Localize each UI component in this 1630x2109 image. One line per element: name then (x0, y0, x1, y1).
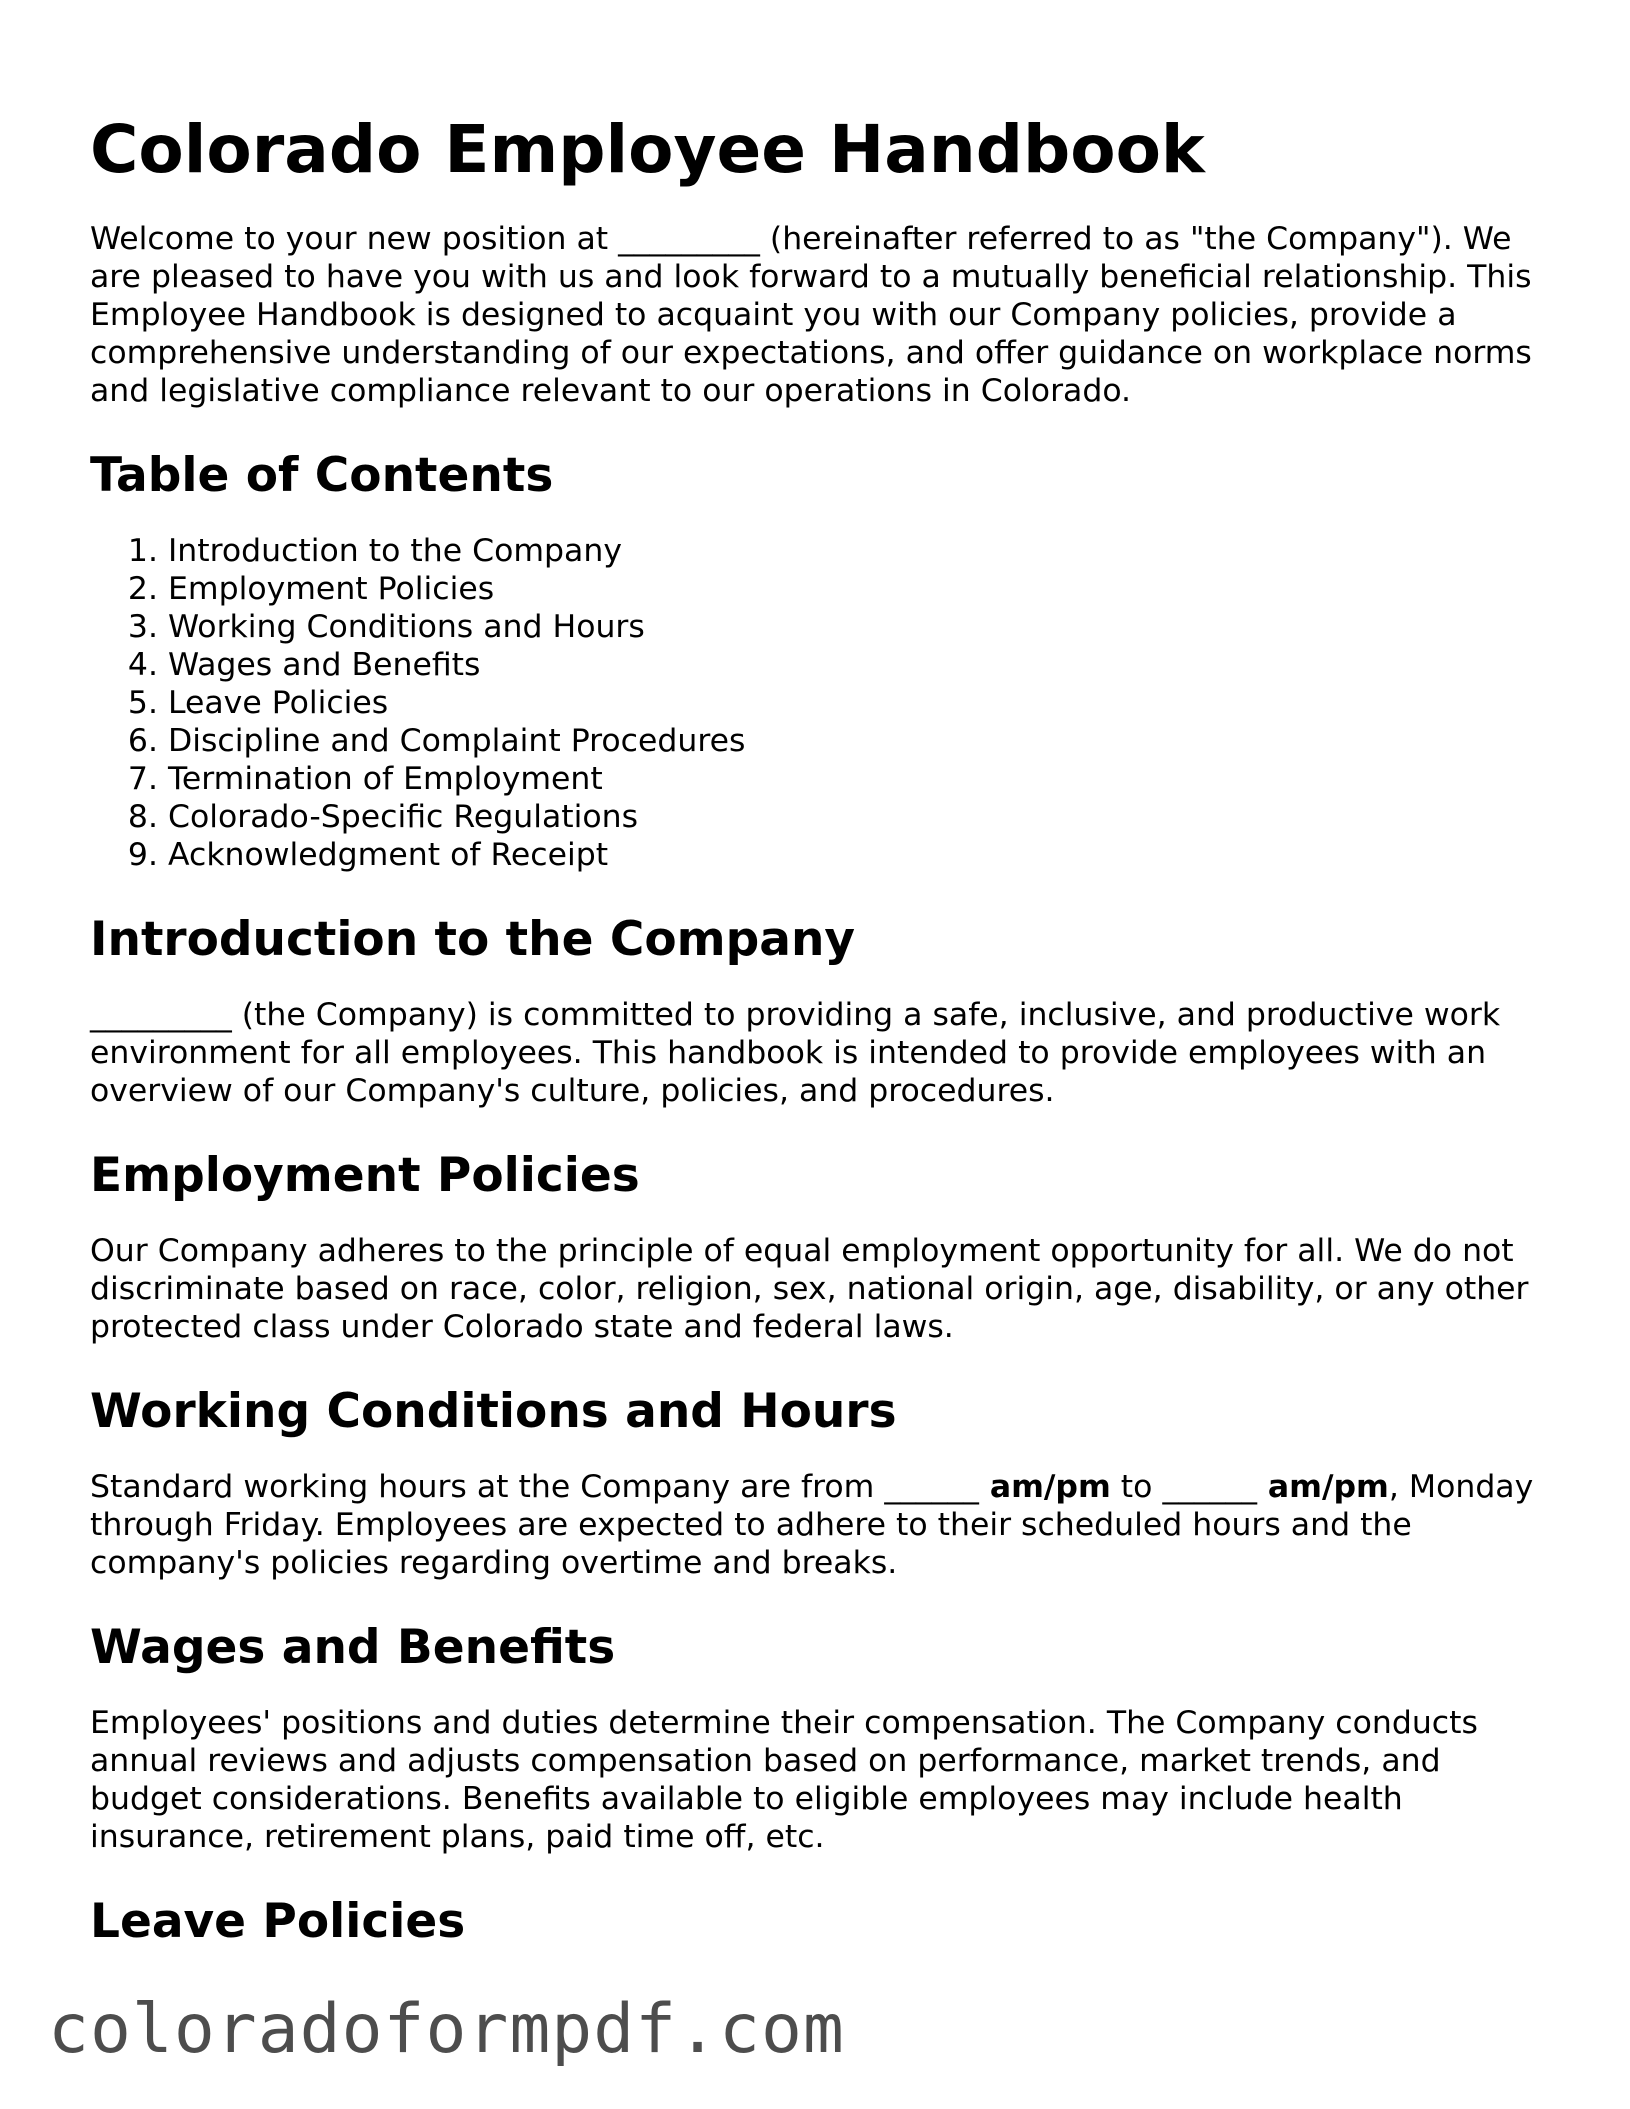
toc-item-leave-policies: 5. Leave Policies (168, 684, 1540, 722)
document-title: Colorado Employee Handbook (90, 111, 1205, 188)
toc-item-colorado-regulations: 8. Colorado-Specific Regulations (168, 798, 1540, 836)
toc-heading: Table of Contents (90, 448, 554, 503)
end-ampm: am/pm (1256, 1469, 1389, 1505)
toc-item-termination: 7. Termination of Employment (168, 760, 1540, 798)
toc-item-acknowledgment: 9. Acknowledgment of Receipt (168, 836, 1540, 874)
toc-item-wages-benefits: 4. Wages and Benefits (168, 646, 1540, 684)
working-conditions-heading: Working Conditions and Hours (90, 1384, 897, 1439)
employment-policies-body: Our Company adheres to the principle of equal employment opportunity for all. We do not discriminate based on race, color, religion, sex, national origin, age, disability, or any other protected class under Colorado state and federal laws. (90, 1233, 1529, 1345)
working-conditions-body (90, 1468, 1540, 1582)
toc-item-employment-policies: 2. Employment Policies (168, 570, 1540, 608)
toc-item-introduction: 1. Introduction to the Company (168, 532, 1540, 570)
site-watermark: coloradoformpdf.com (48, 1990, 845, 2069)
toc-list (90, 532, 1540, 874)
intro-paragraph: Welcome to your new position at _________ (hereinafter referred to as "the Company"). We are pleased to have you with us and look forward to a mutually beneficial relationship. This Employee Handbook is designed to acquaint you with our Company policies, provide a comprehensive understanding of our expectations, and offer guidance on workplace norms and legislative compliance relevant to our operations in Colorado. (90, 221, 1532, 409)
wages-benefits-heading: Wages and Benefits (90, 1620, 616, 1675)
employment-policies-heading: Employment Policies (90, 1148, 640, 1203)
working-text-post: , Monday through Friday. Employees are expected to adhere to their scheduled hours and the company's policies regarding overtime and breaks. (90, 1469, 1534, 1581)
document-page (90, 110, 1540, 1978)
wages-benefits-body: Employees' positions and duties determine their compensation. The Company conducts annual reviews and adjusts compensation based on performance, market trends, and budget considerations. Benefits available to eligible employees may include health insurance, retirement plans, paid time off, etc. (90, 1705, 1478, 1855)
start-ampm: am/pm (978, 1469, 1111, 1505)
introduction-heading: Introduction to the Company (90, 912, 856, 967)
working-text-pre: Standard working hours at the Company are from (90, 1469, 885, 1505)
toc-item-discipline: 6. Discipline and Complaint Procedures (168, 722, 1540, 760)
working-text-to: to (1110, 1469, 1163, 1505)
end-time-blank: ______ (1162, 1469, 1257, 1505)
leave-policies-heading: Leave Policies (90, 1894, 466, 1949)
introduction-body: _________ (the Company) is committed to providing a safe, inclusive, and productive work environment for all employees. This handbook is intended to provide employees with an overview of our Company's culture, policies, and procedures. (90, 997, 1501, 1109)
toc-item-working-conditions: 3. Working Conditions and Hours (168, 608, 1540, 646)
start-time-blank: ______ (884, 1469, 979, 1505)
